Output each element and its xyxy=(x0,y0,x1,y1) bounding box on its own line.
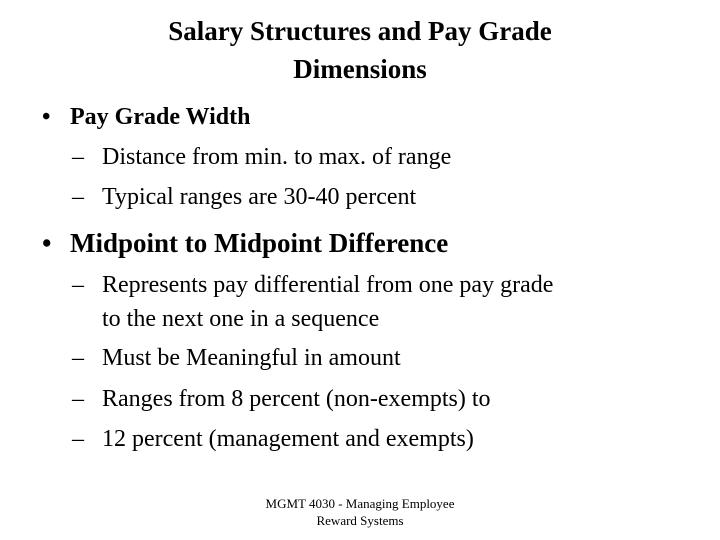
dash-icon: – xyxy=(72,345,84,371)
bullet-text: Pay Grade Width xyxy=(70,104,251,130)
slide-title-line-1: Salary Structures and Pay Grade xyxy=(168,16,552,46)
footer-line-2: Reward Systems xyxy=(316,513,404,528)
sub-bullet-continuation: to the next one in a sequence xyxy=(102,306,380,332)
sub-bullet xyxy=(72,268,553,336)
bullet-icon: • xyxy=(42,228,52,258)
slide-footer xyxy=(0,495,720,529)
sub-bullet xyxy=(72,180,416,214)
bullet-icon: • xyxy=(42,104,51,130)
sub-bullet xyxy=(72,341,401,375)
sub-bullet-text: 12 percent (management and exempts) xyxy=(102,426,474,452)
bullet-midpoint-difference xyxy=(42,224,448,262)
sub-bullet-text: Typical ranges are 30-40 percent xyxy=(102,184,417,210)
dash-icon: – xyxy=(72,426,84,452)
dash-icon: – xyxy=(72,184,84,210)
sub-bullet-text: Must be Meaningful in amount xyxy=(102,345,401,371)
sub-bullet xyxy=(72,422,474,456)
bullet-text: Midpoint to Midpoint Difference xyxy=(70,228,449,258)
slide-title-line-2: Dimensions xyxy=(293,54,427,84)
dash-icon: – xyxy=(72,386,84,412)
sub-bullet-text: Distance from min. to max. of range xyxy=(102,144,452,170)
sub-bullet xyxy=(72,140,451,174)
bullet-pay-grade-width xyxy=(42,100,250,134)
dash-icon: – xyxy=(72,272,84,298)
dash-icon: – xyxy=(72,144,84,170)
sub-bullet-text: Ranges from 8 percent (non-exempts) to xyxy=(102,386,491,412)
slide-title xyxy=(0,12,720,88)
footer-line-1: MGMT 4030 - Managing Employee xyxy=(265,496,455,511)
sub-bullet xyxy=(72,382,491,416)
sub-bullet-text: Represents pay differential from one pay grade xyxy=(102,272,554,298)
